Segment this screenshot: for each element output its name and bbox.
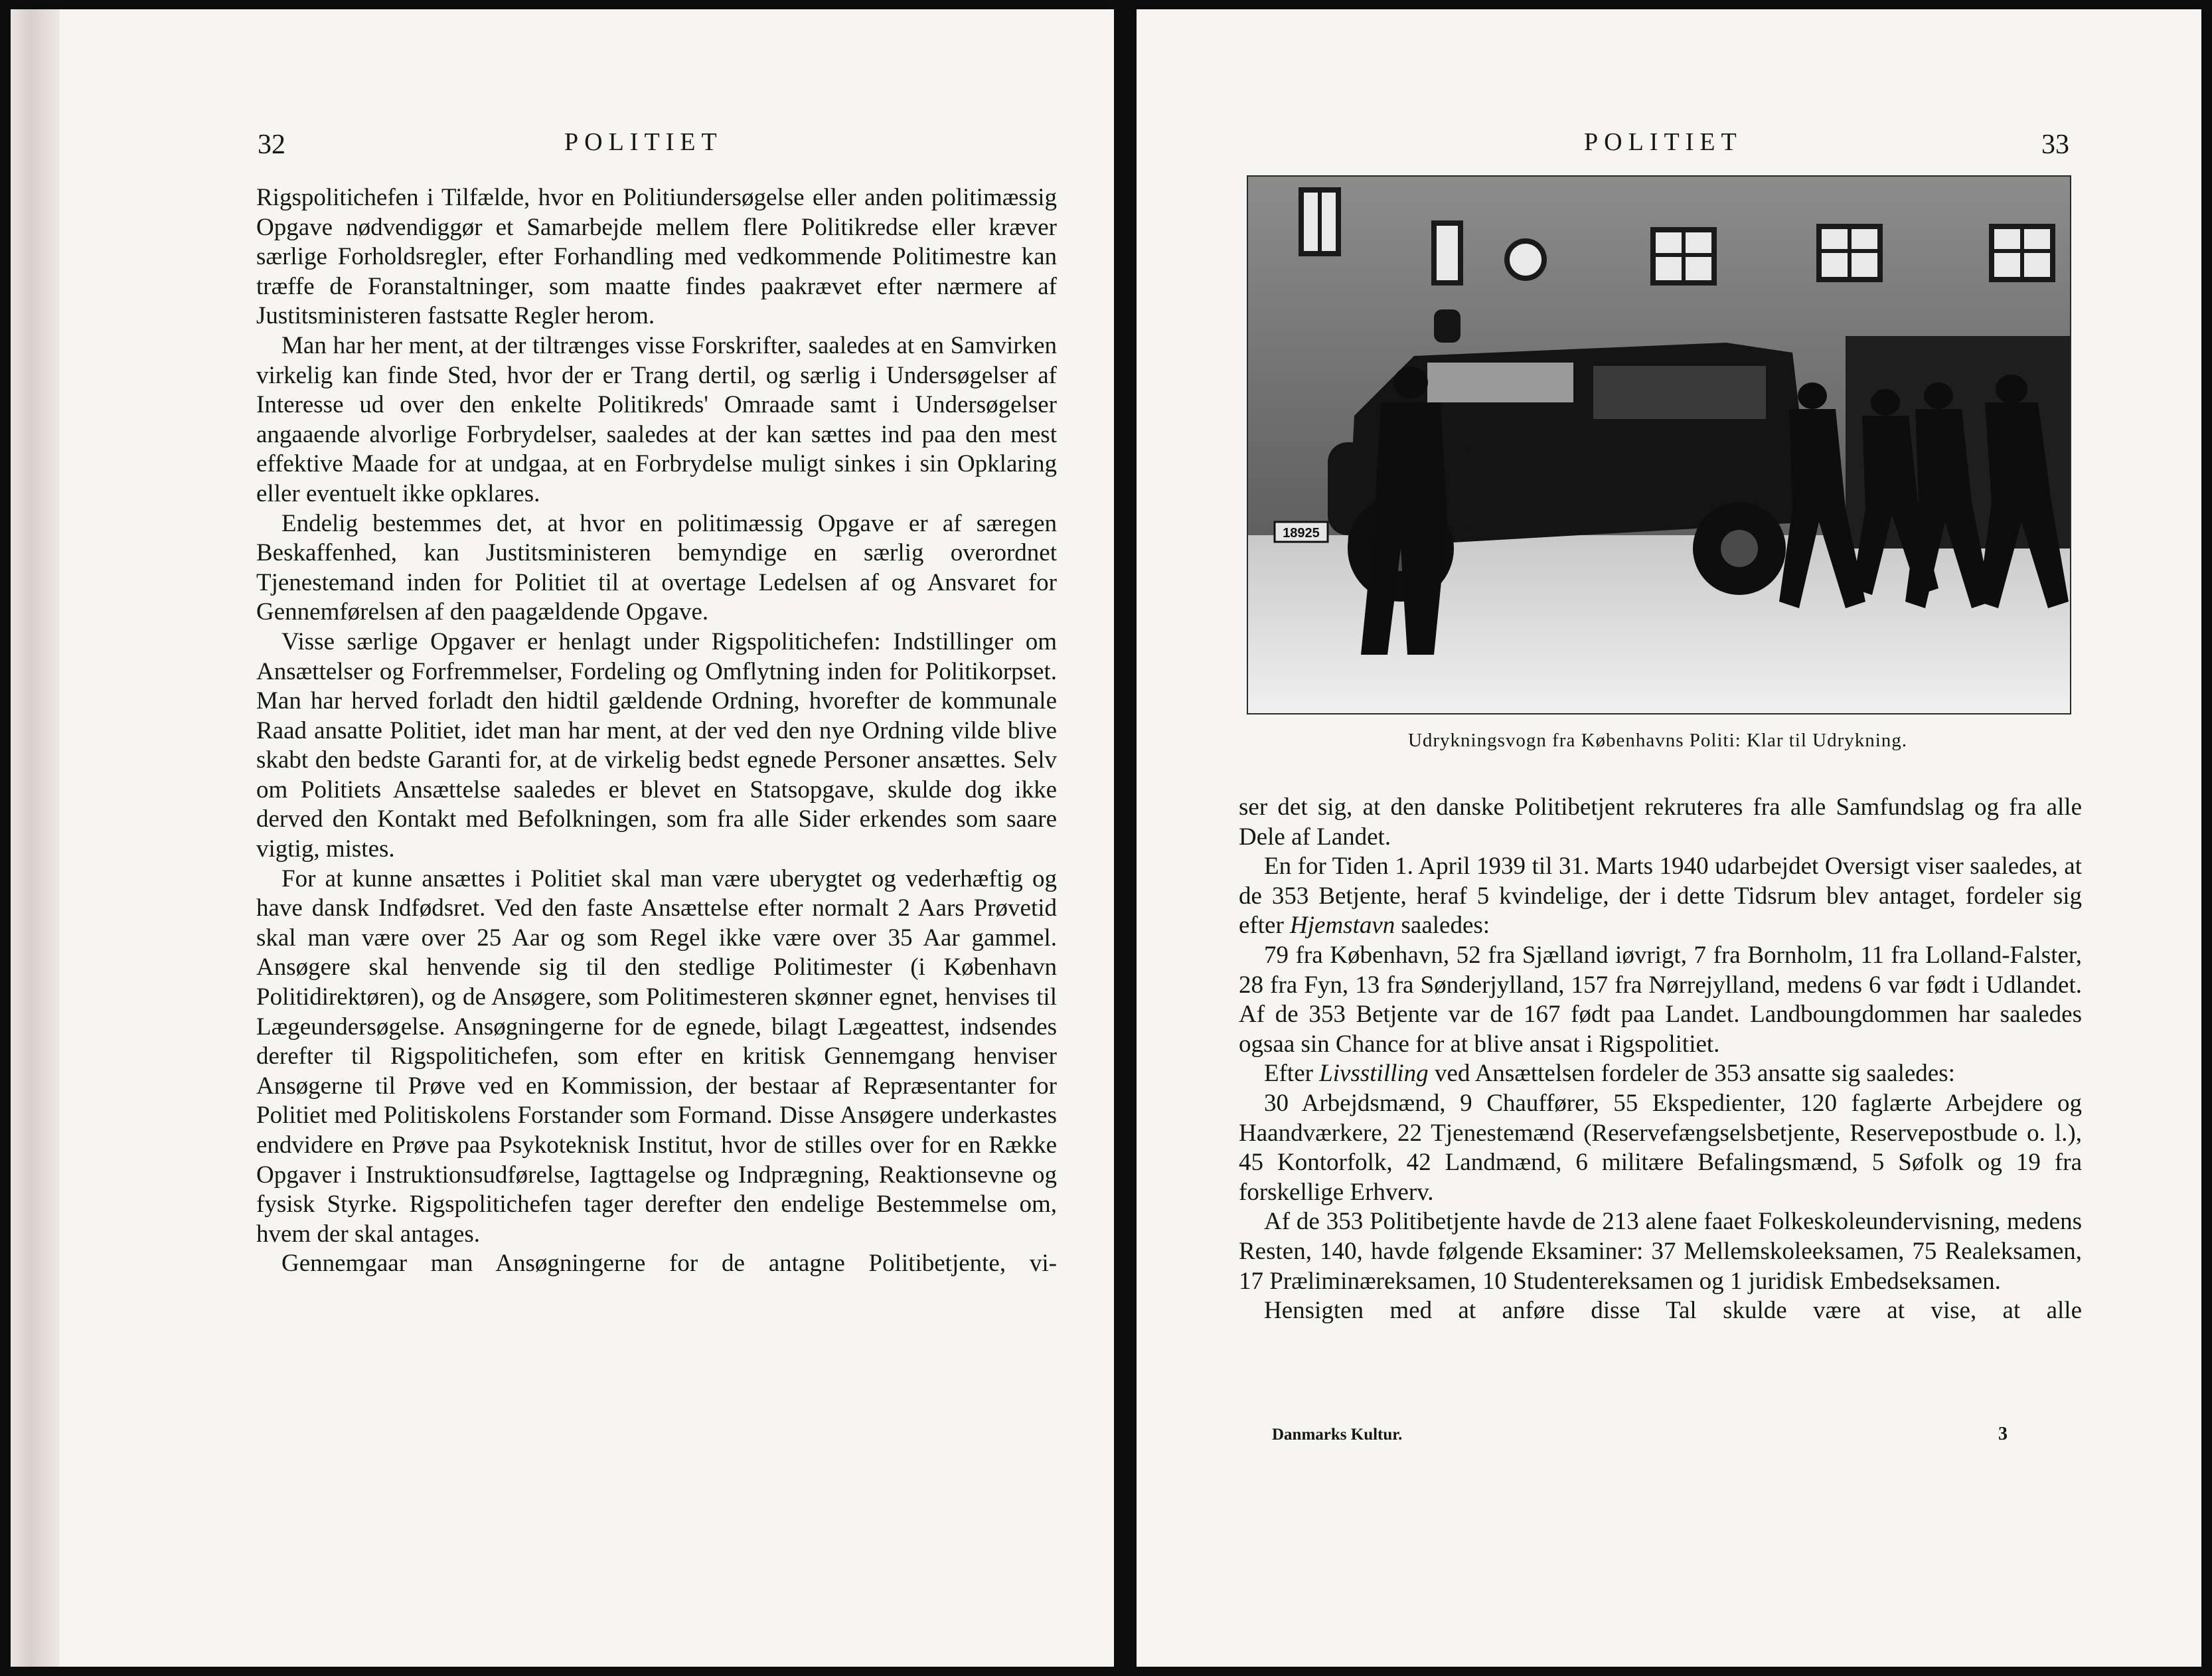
left-body-text [256, 183, 1057, 1279]
paragraph: Endelig bestemmes det, at hvor en politimæssig Opgave er af særegen Beskaffenhed, kan Justitsministeren bemyndige en særlig overordnet Tjenestemand inden for Politiet til at overtage Ledelsen af og Ansvaret for Gennemførelsen af den paagældende Opgave. [256, 509, 1057, 626]
paragraph: Gennemgaar man Ansøgningerne for de antagne Politibetjente, vi- [281, 1250, 1057, 1278]
paragraph: ser det sig, at den danske Politibetjent rekruteres fra alle Samfundslag og fra alle Dele af Landet. [1239, 794, 2082, 851]
signature-mark: 3 [1998, 1424, 2008, 1444]
photo-caption: Udrykningsvogn fra Københavns Politi: Klar til Udrykning. [1407, 730, 1908, 751]
right-running-head: POLITIET [1584, 128, 1743, 156]
paragraph: Rigspolitichefen i Tilfælde, hvor en Politiundersøgelse eller anden politimæssig Opgave nødvendiggør et Samarbejde mellem flere Politikredse eller kræver særlige Forholdsregler, efter Forhandling med vedkommende Politimestre kan træffe de Foranstaltninger, som maatte findes paakrævet efter nærmere af Justitsministeren fastsatte Regler herom. [256, 184, 1057, 330]
paragraph [1239, 852, 2082, 941]
paragraph-text: Efter [1264, 1060, 1313, 1088]
photo-illustration [1248, 177, 2070, 713]
emphasis-text: Hjemstavn [1290, 912, 1395, 940]
paragraph: 79 fra København, 52 fra Sjælland iøvrigt, 7 fra Bornholm, 11 fra Lolland-Falster, 28 fra Fyn, 13 fra Sønderjylland, 157 fra Nørrejylland, medens 6 var født i Udlandet. Af de 353 Betjente var de 167 født paa Landet. Landboungdommen har saaledes ogsaa sin Chance for at blive ansat i Rigspolitiet. [1239, 941, 2082, 1058]
paragraph: Hensigten med at anføre disse Tal skulde være at vise, at alle [1264, 1297, 2082, 1325]
paragraph [1239, 1059, 2082, 1089]
paragraph: Af de 353 Politibetjente havde de 213 alene faaet Folkeskoleundervisning, medens Resten, 140, havde følgende Eksaminer: 37 Mellemskoleeksamen, 75 Realeksamen, 17 Præliminæreksamen, 10 Studentereksamen og 1 juridisk Embedseksamen. [1239, 1208, 2082, 1295]
paragraph: Man har her ment, at der tiltrænges visse Forskrifter, saaledes at en Samvirken virkelig kan finde Sted, hvor der er Trang dertil, og særlig i Undersøgelser af Interesse ud over den enkelte Politikreds' Omraade samt i Undersøgelser angaaende alvorlige Forbrydelser, saaledes at der kan sættes ind paa den mest effektive Maade for at undgaa, at en Forbrydelse muligt sinkes i sin Opklaring eller eventuelt ikke opklares. [256, 331, 1057, 507]
license-plate-text: 18925 [1283, 526, 1320, 541]
paragraph: Visse særlige Opgaver er henlagt under Rigspolitichefen: Indstillinger om Ansættelser og Forfremmelser, Fordeling og Omflytning inden for Politikorpset. Man har herved forladt den hidtil gældende Ordning, hvorefter de kommunale Raad ansatte Politiet, idet man har ment, at der ved den nye Ordning vilde blive skabt den bedste Garanti for, at de virkelig bedst egnede Personer ansættes. Selv om Politiets Ansættelse saaledes er blevet en Statsopgave, skulde dog ikke derved den Kontakt med Befolkningen, som fra alle Sider erkendes som saare vigtig, mistes. [256, 628, 1057, 863]
paragraph-text: En for Tiden 1. April 1939 til 31. Marts 1940 udarbejdet Oversigt viser saaledes, at de 353 Betjente, heraf 5 kvindelige, der i dette Tidsrum blev antaget, fordeler sig efter [1239, 853, 2082, 940]
right-page [1137, 9, 2201, 1667]
police-van-photo [1247, 175, 2071, 714]
paragraph-text: saaledes: [1401, 912, 1490, 940]
footer-signature: Danmarks Kultur. [1272, 1426, 1403, 1444]
left-page-number: 32 [258, 129, 285, 160]
page-binding-edge [11, 9, 60, 1667]
left-page [11, 9, 1114, 1667]
paragraph: For at kunne ansættes i Politiet skal man være uberygtet og vederhæftig og have dansk Indfødsret. Ved den faste Ansættelse efter normalt 2 Aars Prøvetid skal man være over 25 Aar og som Regel ikke være over 35 Aar gammel. Ansøgere skal henvende sig til den stedlige Politimester (i København Politidirektøren), og de Ansøgere, som Politimesteren skønner egnet, henvises til Lægeundersøgelse. Ansøgningerne for de egnede, bilagt Lægeattest, indsendes derefter til Rigspolitichefen, som efter en kritisk Gennemgang henviser Ansøgerne til Prøve ved en Kommission, der bestaar af Repræsentanter for Politiet med Politiskolens Forstander som Formand. Disse Ansøgere underkastes endvidere en Prøve paa Psykoteknisk Institut, hvor de stilles over for en Række Opgaver i Instruktionsudførelse, Iagttagelse og Indprægning, Reaktionsevne og fysisk Styrke. Rigspolitichefen tager derefter den endelige Bestemmelse om, hvem der skal antages. [256, 865, 1057, 1248]
emphasis-text: Livsstilling [1319, 1060, 1429, 1088]
left-running-head: POLITIET [564, 128, 723, 156]
paragraph: 30 Arbejdsmænd, 9 Chauffører, 55 Ekspedienter, 120 faglærte Arbejdere og Haandværkere, 22 Tjenestemænd (Reservefængselsbetjente, Reservepostbude o. l.), 45 Kontorfolk, 42 Landmænd, 6 militære Befalingsmænd, 5 Søfolk og 19 fra forskellige Erhverv. [1239, 1089, 2082, 1206]
paragraph-text: ved Ansættelsen fordeler de 353 ansatte sig saaledes: [1434, 1060, 1955, 1088]
right-page-number: 33 [2041, 129, 2069, 160]
right-body-text [1239, 793, 2082, 1326]
